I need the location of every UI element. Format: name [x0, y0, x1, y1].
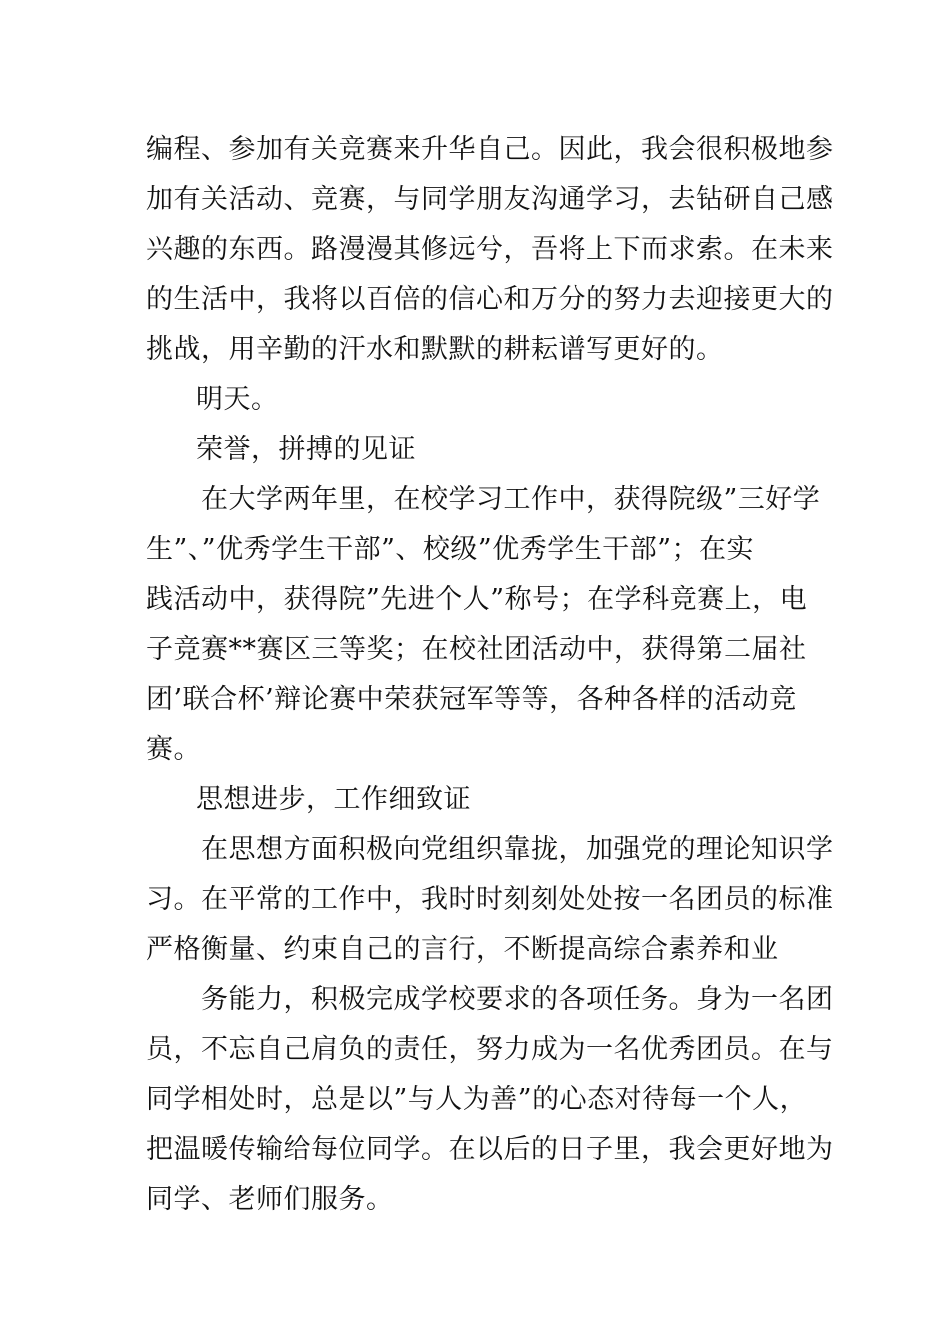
section-heading: 荣誉，拼搏的见证 — [196, 434, 416, 465]
text-line: 务能力，积极完成学校要求的各项任务。身为一名团 — [201, 984, 834, 1015]
text-line: 挑战，用辛勤的汗水和默默的耕耘谱写更好的。 — [146, 334, 724, 365]
text-line: 兴趣的东西。路漫漫其修远兮，吾将上下而求索。在未来 — [146, 234, 834, 265]
text-line: 编程、参加有关竞赛来升华自己。因此，我会很积极地参 — [146, 134, 834, 165]
text-line: 赛。 — [146, 734, 201, 765]
text-line: 在大学两年里，在校学习工作中，获得院级”三好学 — [201, 484, 821, 515]
text-line: 习。在平常的工作中，我时时刻刻处处按一名团员的标准 — [146, 884, 834, 915]
section-heading: 思想进步，工作细致证 — [196, 784, 471, 815]
text-line: 生”、”优秀学生干部”、校级”优秀学生干部”；在实 — [146, 534, 755, 565]
text-line: 践活动中，获得院”先进个人”称号；在学科竞赛上，电 — [146, 584, 808, 615]
text-line: 明天。 — [196, 384, 279, 415]
text-line: 同学、老师们服务。 — [146, 1184, 394, 1215]
text-line: 员，不忘自己肩负的责任，努力成为一名优秀团员。在与 — [146, 1034, 834, 1065]
text-line: 团’联合杯’辩论赛中荣获冠军等等，各种各样的活动竞 — [146, 684, 797, 715]
text-line: 子竞赛**赛区三等奖；在校社团活动中，获得第二届社 — [146, 634, 807, 665]
text-line: 严格衡量、约束自己的言行，不断提高综合素养和业 — [146, 934, 779, 965]
text-line: 加有关活动、竞赛，与同学朋友沟通学习，去钻研自己感 — [146, 184, 834, 215]
text-line: 同学相处时，总是以”与人为善”的心态对待每一个人， — [146, 1084, 808, 1115]
text-line: 的生活中，我将以百倍的信心和万分的努力去迎接更大的 — [146, 284, 834, 315]
text-line: 在思想方面积极向党组织靠拢，加强党的理论知识学 — [201, 834, 834, 865]
text-line: 把温暖传输给每位同学。在以后的日子里，我会更好地为 — [146, 1134, 834, 1165]
